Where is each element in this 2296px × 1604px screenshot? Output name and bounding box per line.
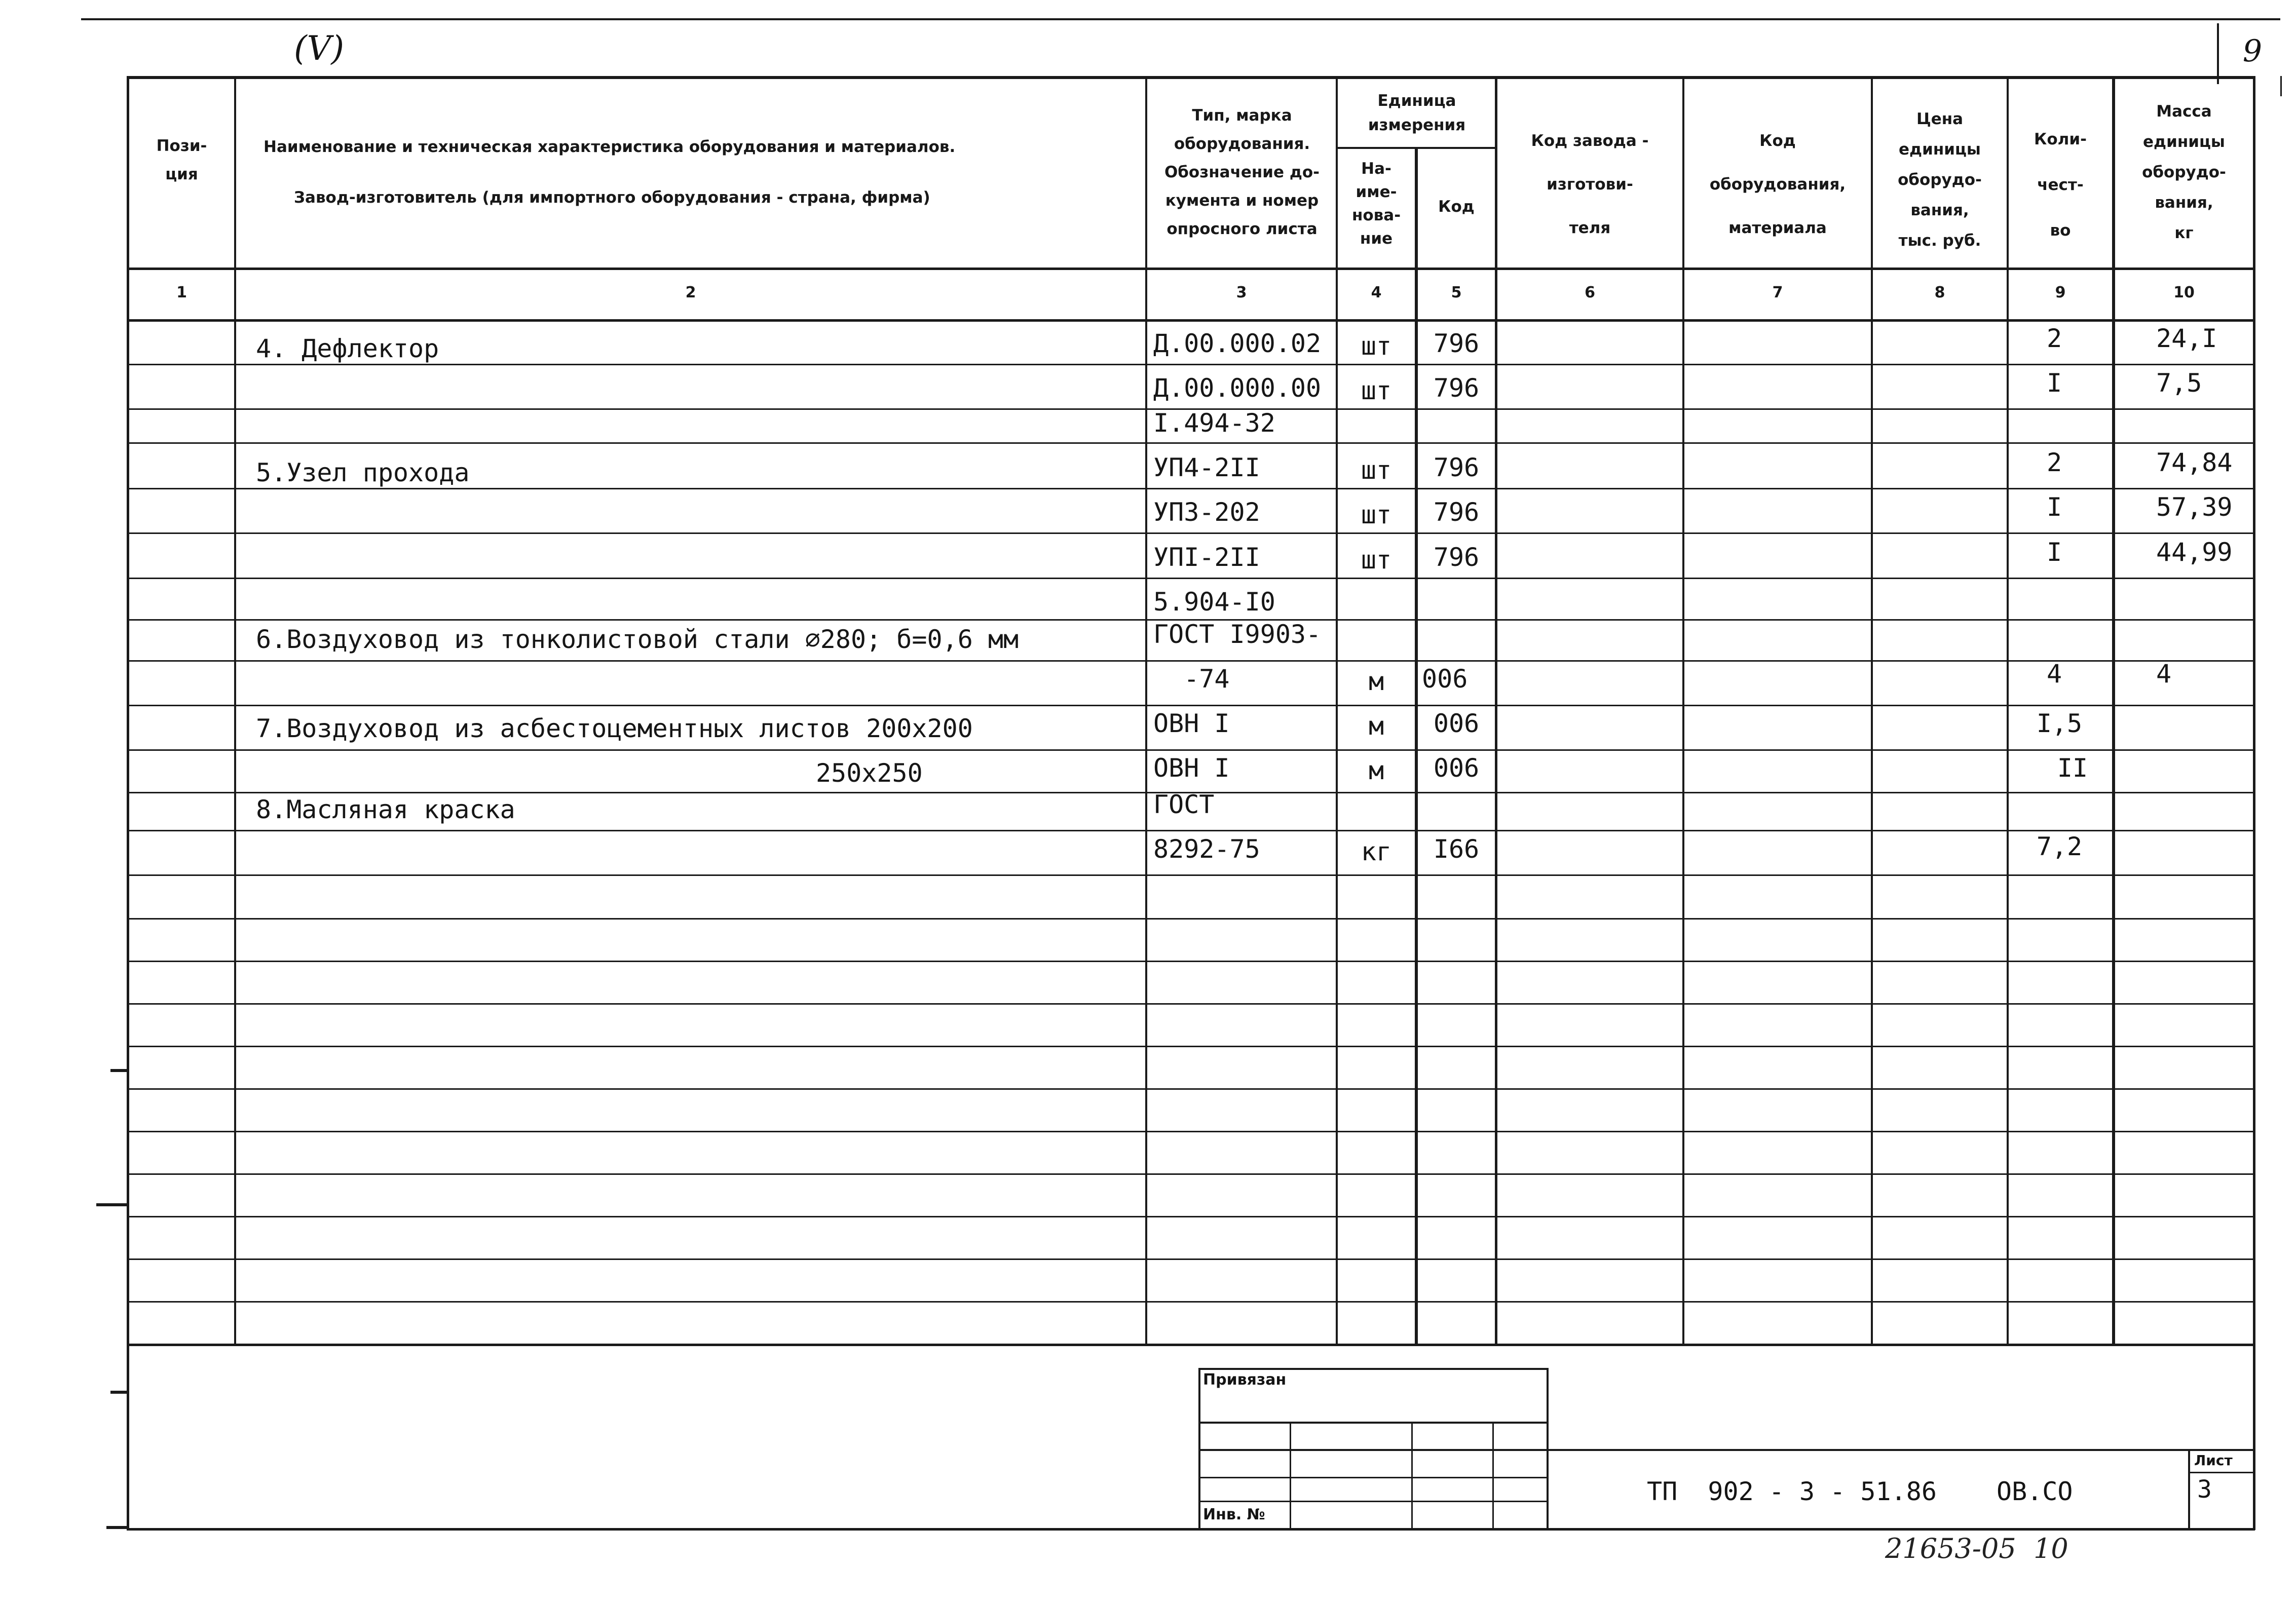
header-col9: Коли- чест- во xyxy=(2034,130,2087,240)
row-unit: кг xyxy=(1361,837,1392,866)
row-type: -74 xyxy=(1153,664,1230,694)
header-col4: На- име- нова- ние xyxy=(1351,160,1401,248)
page-number-box-line xyxy=(2217,23,2219,84)
header-bottom-border xyxy=(127,268,2255,270)
row-unit: м xyxy=(1368,756,1384,785)
row-code: I66 xyxy=(1433,834,1480,864)
sheet-box-line xyxy=(2188,1449,2190,1530)
row-unit: шт xyxy=(1361,545,1392,575)
unit-group-divider xyxy=(1336,147,1497,149)
col-sep-7 xyxy=(1871,76,1873,1345)
stamp-left-line xyxy=(1198,1368,1200,1530)
row-mass: 24,I xyxy=(2156,324,2217,353)
row-rule xyxy=(127,1088,2255,1090)
row-type: УП4-2II xyxy=(1153,453,1260,482)
row-type: I.494-32 xyxy=(1153,408,1275,438)
row-type: Д.00.000.00 xyxy=(1153,373,1322,403)
colnum-6: 6 xyxy=(1585,284,1595,301)
page-number: 9 xyxy=(2242,33,2263,69)
row-rule xyxy=(127,961,2255,962)
colnum-8: 8 xyxy=(1934,284,1945,301)
stamp-right-line xyxy=(1547,1368,1549,1530)
stamp-top-line xyxy=(1198,1368,1548,1370)
col-sep-9 xyxy=(2112,76,2115,1345)
row-type: ГОСТ I9903- xyxy=(1153,620,1322,649)
colnum-7: 7 xyxy=(1772,284,1783,301)
row-type: ОВН I xyxy=(1153,709,1230,738)
row-qty: 7,2 xyxy=(2036,832,2083,861)
row-rule xyxy=(127,532,2255,534)
table-bottom-border xyxy=(127,1344,2255,1346)
stamp-bound-label: Привязан xyxy=(1203,1371,1287,1389)
row-unit: м xyxy=(1368,711,1384,741)
header-unit-group: Единица измерения xyxy=(1368,92,1466,134)
stamp-line-1 xyxy=(1198,1422,1548,1424)
sheet-number: 3 xyxy=(2197,1475,2212,1504)
row-name: 8.Масляная краска xyxy=(256,795,515,824)
row-type: ОВН I xyxy=(1153,753,1230,783)
row-code: 796 xyxy=(1433,373,1480,403)
header-col2: Наименование и техническая характеристика оборудования и материалов. Завод-изготовитель (для импортного оборудования - страна, фирма) xyxy=(264,138,956,207)
row-mass: 44,99 xyxy=(2156,538,2233,567)
table-top-border xyxy=(127,76,2255,79)
row-type: 8292-75 xyxy=(1153,834,1260,864)
row-rule xyxy=(127,442,2255,444)
row-qty: 2 xyxy=(2046,448,2062,477)
binding-mark xyxy=(96,1203,128,1206)
row-type: УП3-202 xyxy=(1153,498,1260,527)
stamp-line-4 xyxy=(1198,1501,1548,1502)
header-col6: Код завода - изготови- теля xyxy=(1531,132,1649,237)
col-sep-2 xyxy=(1145,76,1147,1345)
row-type: ГОСТ xyxy=(1153,790,1215,819)
binding-mark xyxy=(110,1069,128,1072)
row-qty: 2 xyxy=(2046,324,2062,353)
stamp-inv-label: Инв. № xyxy=(1203,1506,1265,1523)
row-type: 5.904-I0 xyxy=(1153,587,1275,617)
header-col1: Пози- ция xyxy=(156,137,207,183)
frame-bottom-border xyxy=(127,1528,2255,1531)
frame-right-border xyxy=(2253,76,2255,1530)
row-rule xyxy=(127,1301,2255,1303)
stamp-col-b xyxy=(1411,1422,1413,1530)
stamp-line-3 xyxy=(1198,1477,1548,1478)
binding-mark xyxy=(110,1391,128,1394)
colnum-3: 3 xyxy=(1236,284,1247,301)
stamp-line-2 xyxy=(1198,1449,2255,1451)
stamp-doc-mark: ОВ.СО xyxy=(1997,1477,2073,1506)
header-col8: Цена единицы оборудо- вания, тыс. руб. xyxy=(1898,110,1982,250)
row-rule xyxy=(127,364,2255,365)
row-rule xyxy=(127,1131,2255,1132)
row-name: 250х250 xyxy=(816,758,923,788)
roman-mark: (V) xyxy=(294,29,345,68)
row-code: 006 xyxy=(1422,664,1468,694)
colnum-10: 10 xyxy=(2173,284,2195,301)
row-rule xyxy=(127,874,2255,876)
row-qty: II xyxy=(2057,753,2088,783)
row-name: 4. Дефлектор xyxy=(256,334,439,363)
colnum-5: 5 xyxy=(1451,284,1462,301)
row-rule xyxy=(127,1258,2255,1260)
header-col7: Код оборудования, материала xyxy=(1709,132,1846,237)
row-code: 006 xyxy=(1433,709,1480,738)
row-qty: I xyxy=(2046,538,2062,567)
row-code: 796 xyxy=(1433,498,1480,527)
row-rule xyxy=(127,1046,2255,1047)
row-unit: шт xyxy=(1361,500,1392,529)
row-mass: 57,39 xyxy=(2156,492,2233,522)
sheet-label: Лист xyxy=(2194,1452,2233,1469)
top-border-line xyxy=(81,18,2280,20)
row-code: 796 xyxy=(1433,453,1480,482)
col-sep-6 xyxy=(1682,76,1684,1345)
row-mass: 7,5 xyxy=(2156,368,2202,398)
row-name: 6.Воздуховод из тонколистовой стали ∅280; б=0,6 мм xyxy=(256,625,1019,654)
colnum-1: 1 xyxy=(176,284,187,301)
row-name: 5.Узел прохода xyxy=(256,458,470,487)
row-rule xyxy=(127,918,2255,920)
row-type: Д.00.000.02 xyxy=(1153,329,1322,358)
row-mass: 74,84 xyxy=(2156,448,2233,477)
row-rule xyxy=(127,1003,2255,1005)
stamp-doc-code: ТП 902 - 3 - 51.86 xyxy=(1647,1477,1937,1506)
header-col3: Тип, марка оборудования. Обозначение до- кумента и номер опросного листа xyxy=(1164,106,1320,238)
row-code: 796 xyxy=(1433,543,1480,572)
row-code: 796 xyxy=(1433,329,1480,358)
footer-number: 21653-05 10 xyxy=(1885,1533,2068,1564)
numbers-bottom-border xyxy=(127,319,2255,322)
col-sep-1 xyxy=(234,76,236,1345)
frame-tick xyxy=(2280,76,2282,96)
sheet-box-divider xyxy=(2188,1472,2254,1473)
row-unit: шт xyxy=(1361,331,1392,361)
row-code: 006 xyxy=(1433,753,1480,783)
header-col10: Масса единицы оборудо- вания, кг xyxy=(2142,102,2226,242)
stamp-col-c xyxy=(1492,1422,1494,1530)
row-rule xyxy=(127,1173,2255,1175)
row-name: 7.Воздуховод из асбестоцементных листов 200х200 xyxy=(256,714,973,743)
row-mass: 4 xyxy=(2156,659,2172,689)
row-unit: м xyxy=(1368,667,1384,696)
row-qty: I,5 xyxy=(2036,709,2083,738)
row-unit: шт xyxy=(1361,376,1392,405)
colnum-2: 2 xyxy=(685,284,696,301)
row-rule xyxy=(127,578,2255,579)
row-rule xyxy=(127,1216,2255,1217)
header-col5: Код xyxy=(1438,198,1475,216)
colnum-9: 9 xyxy=(2055,284,2066,301)
col-sep-5 xyxy=(1495,76,1497,1345)
binding-mark xyxy=(106,1526,129,1529)
colnum-4: 4 xyxy=(1371,284,1382,301)
stamp-col-a xyxy=(1290,1422,1291,1530)
row-qty: I xyxy=(2046,368,2062,398)
row-qty: 4 xyxy=(2046,659,2062,689)
row-unit: шт xyxy=(1361,455,1392,485)
row-qty: I xyxy=(2046,492,2062,522)
row-type: УПI-2II xyxy=(1153,543,1260,572)
